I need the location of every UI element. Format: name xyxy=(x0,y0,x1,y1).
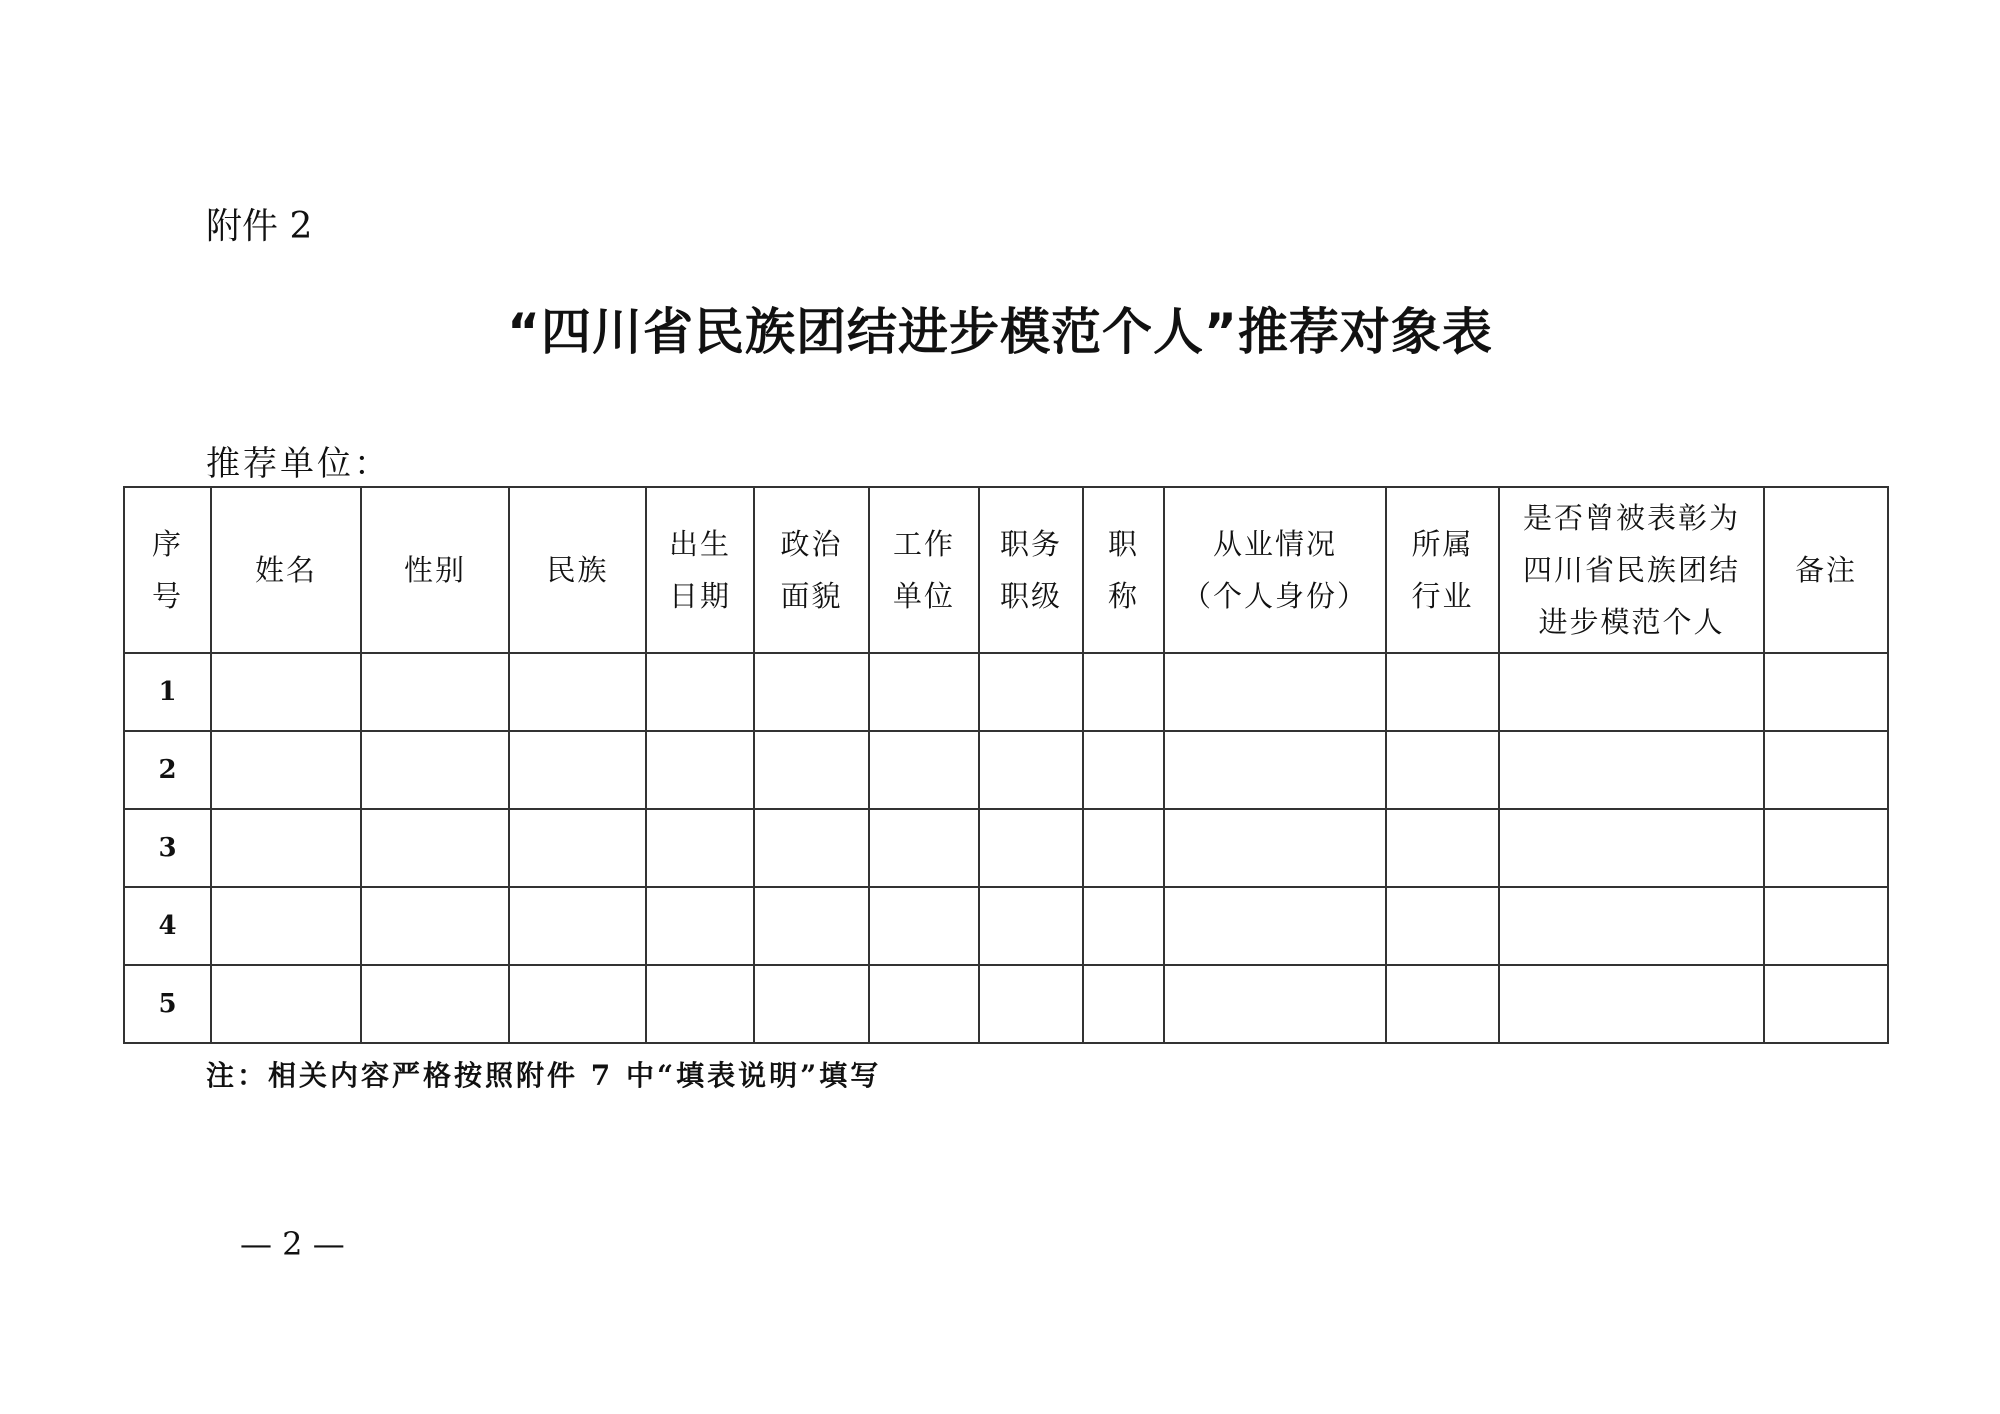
cell-position-rank[interactable] xyxy=(979,653,1083,731)
header-work-unit-line: 单位 xyxy=(892,579,955,613)
cell-industry[interactable] xyxy=(1386,731,1499,809)
header-birth-date-line: 出生 xyxy=(668,527,731,561)
cell-remarks[interactable] xyxy=(1764,809,1888,887)
table-header-row xyxy=(124,487,1888,653)
footnote: 注：相关内容严格按照附件 7 中“填表说明”填写 xyxy=(206,1059,882,1092)
header-occupation-line: （个人身份） xyxy=(1181,579,1368,613)
header-industry-line: 所属 xyxy=(1411,527,1474,561)
header-previously-awarded-line: 是否曾被表彰为 xyxy=(1522,501,1740,535)
header-remarks-line: 备注 xyxy=(1794,553,1857,587)
header-gender xyxy=(361,487,509,653)
cell-gender[interactable] xyxy=(361,809,509,887)
recommendation-table xyxy=(123,486,1889,1044)
header-occupation-line: 从业情况 xyxy=(1212,527,1337,561)
header-title xyxy=(1083,487,1164,653)
header-gender-line: 性别 xyxy=(403,553,466,587)
header-industry xyxy=(1386,487,1499,653)
cell-work-unit[interactable] xyxy=(869,887,979,965)
cell-position-rank[interactable] xyxy=(979,731,1083,809)
document-title: “四川省民族团结进步模范个人”推荐对象表 xyxy=(507,303,1493,361)
attachment-label: 附件 2 xyxy=(206,206,313,247)
cell-title[interactable] xyxy=(1083,653,1164,731)
recommending-unit-label: 推荐单位： xyxy=(206,444,391,484)
cell-previously-awarded[interactable] xyxy=(1499,887,1764,965)
cell-ethnicity[interactable] xyxy=(509,809,646,887)
cell-ethnicity[interactable] xyxy=(509,965,646,1043)
cell-ethnicity[interactable] xyxy=(509,653,646,731)
cell-political-status[interactable] xyxy=(754,731,869,809)
header-birth-date xyxy=(646,487,754,653)
cell-ethnicity[interactable] xyxy=(509,731,646,809)
header-position-rank-line: 职级 xyxy=(999,579,1062,613)
row-seq-number: 3 xyxy=(124,809,211,887)
page-number: — 2 — xyxy=(240,1225,345,1263)
cell-political-status[interactable] xyxy=(754,809,869,887)
cell-previously-awarded[interactable] xyxy=(1499,653,1764,731)
cell-occupation[interactable] xyxy=(1164,965,1386,1043)
cell-previously-awarded[interactable] xyxy=(1499,965,1764,1043)
cell-remarks[interactable] xyxy=(1764,653,1888,731)
header-previously-awarded-line: 进步模范个人 xyxy=(1538,605,1725,639)
header-position-rank xyxy=(979,487,1083,653)
cell-birth-date[interactable] xyxy=(646,731,754,809)
table-row xyxy=(124,731,1888,809)
cell-name[interactable] xyxy=(211,887,361,965)
cell-title[interactable] xyxy=(1083,809,1164,887)
cell-position-rank[interactable] xyxy=(979,965,1083,1043)
row-seq-number: 5 xyxy=(124,965,211,1043)
header-name-line: 姓名 xyxy=(254,553,317,587)
cell-name[interactable] xyxy=(211,731,361,809)
cell-name[interactable] xyxy=(211,653,361,731)
cell-gender[interactable] xyxy=(361,653,509,731)
row-seq-number: 1 xyxy=(124,653,211,731)
cell-occupation[interactable] xyxy=(1164,887,1386,965)
header-occupation xyxy=(1164,487,1386,653)
header-title-line: 职 xyxy=(1107,527,1139,561)
cell-position-rank[interactable] xyxy=(979,809,1083,887)
row-seq-number: 4 xyxy=(124,887,211,965)
cell-work-unit[interactable] xyxy=(869,809,979,887)
cell-industry[interactable] xyxy=(1386,965,1499,1043)
cell-previously-awarded[interactable] xyxy=(1499,809,1764,887)
header-birth-date-line: 日期 xyxy=(668,579,731,613)
header-name xyxy=(211,487,361,653)
cell-birth-date[interactable] xyxy=(646,887,754,965)
cell-position-rank[interactable] xyxy=(979,887,1083,965)
table-row xyxy=(124,965,1888,1043)
header-title-line: 称 xyxy=(1107,579,1139,613)
cell-title[interactable] xyxy=(1083,887,1164,965)
table-row xyxy=(124,887,1888,965)
cell-birth-date[interactable] xyxy=(646,653,754,731)
cell-gender[interactable] xyxy=(361,965,509,1043)
header-seq-line: 号 xyxy=(151,579,183,613)
cell-name[interactable] xyxy=(211,965,361,1043)
cell-occupation[interactable] xyxy=(1164,731,1386,809)
cell-political-status[interactable] xyxy=(754,653,869,731)
cell-previously-awarded[interactable] xyxy=(1499,731,1764,809)
cell-gender[interactable] xyxy=(361,731,509,809)
cell-work-unit[interactable] xyxy=(869,965,979,1043)
header-political-status-line: 政治 xyxy=(780,527,843,561)
cell-political-status[interactable] xyxy=(754,887,869,965)
header-political-status-line: 面貌 xyxy=(780,579,843,613)
cell-remarks[interactable] xyxy=(1764,731,1888,809)
cell-title[interactable] xyxy=(1083,965,1164,1043)
cell-industry[interactable] xyxy=(1386,887,1499,965)
cell-industry[interactable] xyxy=(1386,653,1499,731)
header-work-unit-line: 工作 xyxy=(892,527,955,561)
cell-occupation[interactable] xyxy=(1164,809,1386,887)
header-seq xyxy=(124,487,211,653)
cell-birth-date[interactable] xyxy=(646,965,754,1043)
row-seq-number: 2 xyxy=(124,731,211,809)
cell-title[interactable] xyxy=(1083,731,1164,809)
cell-name[interactable] xyxy=(211,809,361,887)
cell-industry[interactable] xyxy=(1386,809,1499,887)
cell-ethnicity[interactable] xyxy=(509,887,646,965)
cell-work-unit[interactable] xyxy=(869,731,979,809)
header-ethnicity xyxy=(509,487,646,653)
table-row xyxy=(124,653,1888,731)
cell-remarks[interactable] xyxy=(1764,965,1888,1043)
header-ethnicity-line: 民族 xyxy=(546,553,609,587)
header-remarks xyxy=(1764,487,1888,653)
header-work-unit xyxy=(869,487,979,653)
header-previously-awarded xyxy=(1499,487,1764,653)
header-political-status xyxy=(754,487,869,653)
cell-remarks[interactable] xyxy=(1764,887,1888,965)
header-industry-line: 行业 xyxy=(1411,579,1474,613)
cell-work-unit[interactable] xyxy=(869,653,979,731)
table-row xyxy=(124,809,1888,887)
header-position-rank-line: 职务 xyxy=(999,527,1062,561)
cell-political-status[interactable] xyxy=(754,965,869,1043)
cell-gender[interactable] xyxy=(361,887,509,965)
header-previously-awarded-line: 四川省民族团结 xyxy=(1522,553,1740,587)
cell-occupation[interactable] xyxy=(1164,653,1386,731)
header-seq-line: 序 xyxy=(151,527,183,561)
cell-birth-date[interactable] xyxy=(646,809,754,887)
